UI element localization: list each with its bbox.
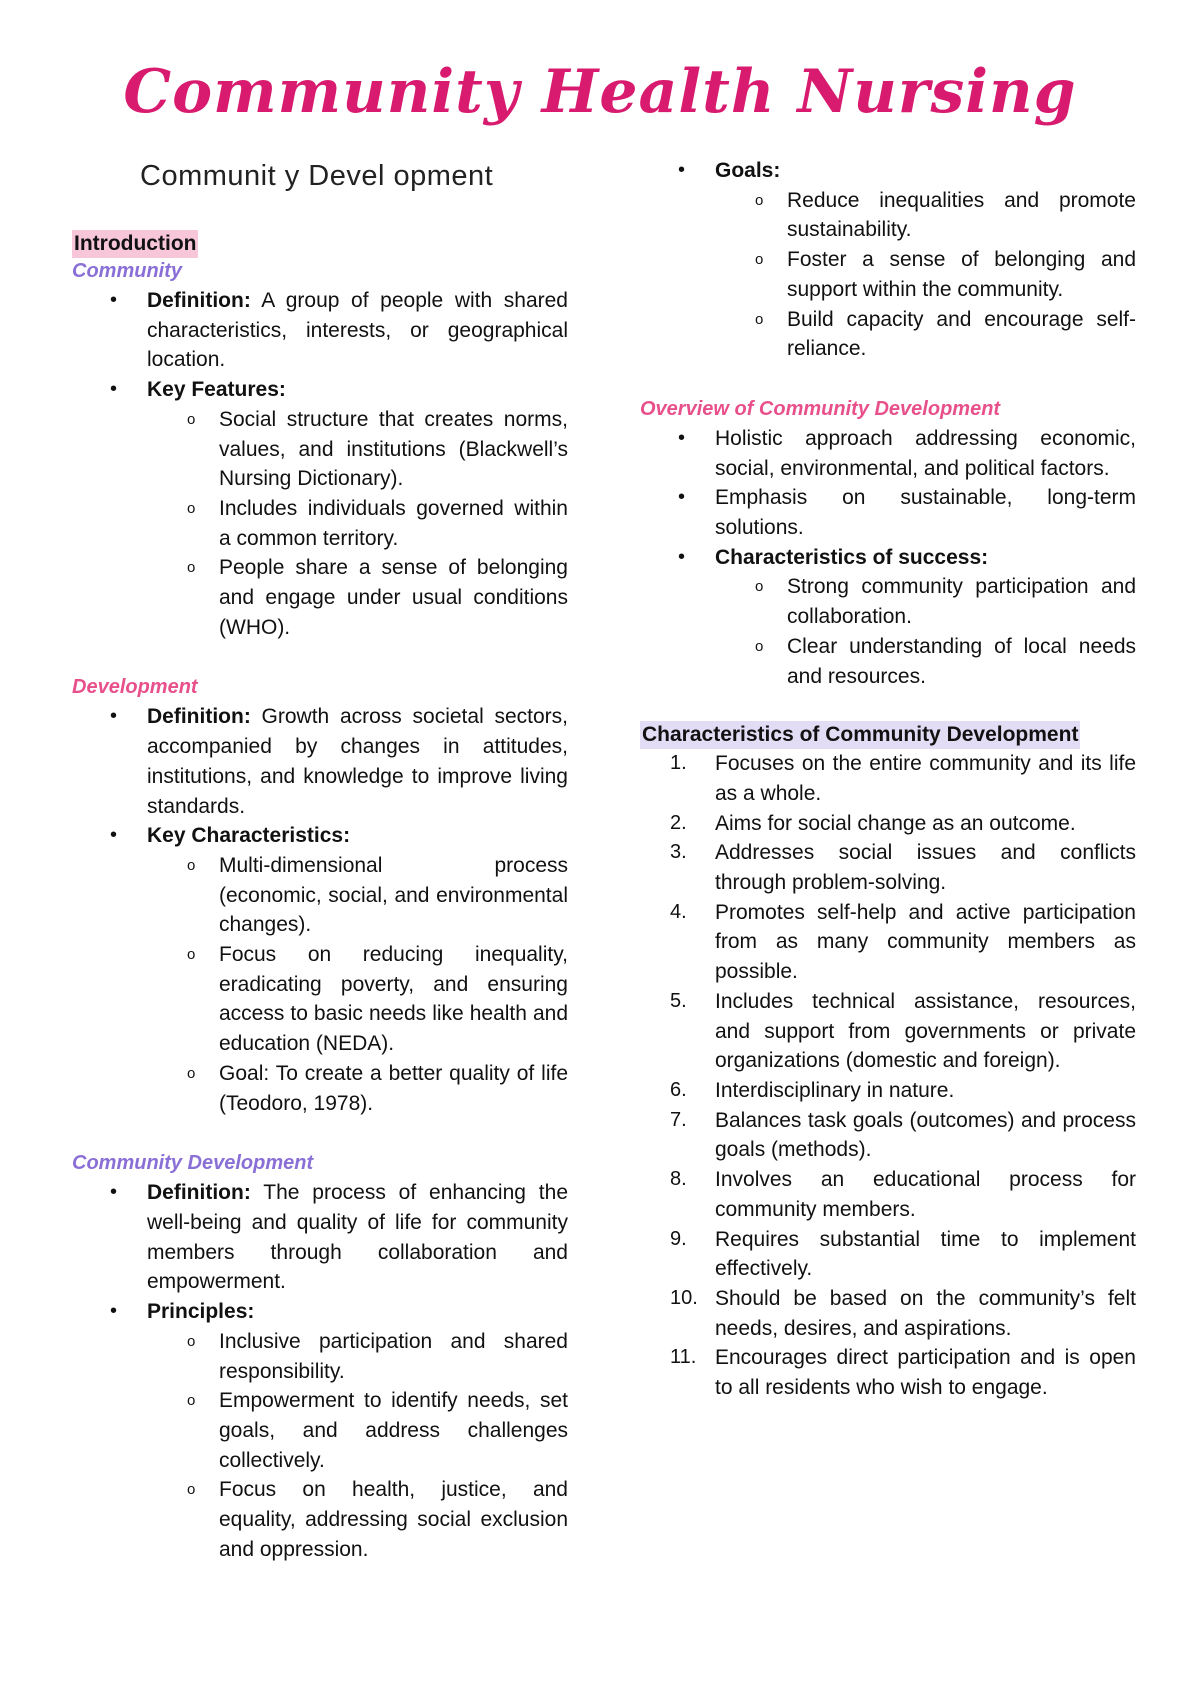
sub-item: o Strong community participation and collaboration. [715,572,1136,631]
sub-item: o Build capacity and encourage self-reliance. [715,305,1136,364]
development-list [72,702,568,1118]
list-item: • Definition: A group of people with shared characteristics, interests, or geographical location. [72,286,568,375]
numbered-item: 6. Interdisciplinary in nature. [670,1078,955,1102]
list-item: • Key Characteristics: o Multi-dimensional process (economic, social, and environmental changes). o Focus on reducing inequality, eradicating poverty, and ensuring access to basic needs like health and education (NEDA). o Goal: To create a better quality of life (Teodoro, 1978). [72,821,568,1118]
overview-heading: Overview of Community Development [640,397,1001,420]
sub-item: o Focus on reducing inequality, eradicating poverty, and ensuring access to basic needs like health and education (NEDA). [147,940,568,1059]
numbered-item: 8. Involves an educational process for community members. [670,1168,1136,1221]
development-heading: Development [72,676,198,699]
characteristics-list [640,749,1136,1402]
numbered-item: 1. Focuses on the entire community and its life as a whole. [670,752,1136,805]
list-item: • Emphasis on sustainable, long-term solutions. [640,483,1136,542]
sub-item: o Clear understanding of local needs and resources. [715,632,1136,691]
numbered-item: 2. Aims for social change as an outcome. [670,811,1076,835]
sub-item: o Goal: To create a better quality of life (Teodoro, 1978). [147,1059,568,1118]
sub-item: o Includes individuals governed within a common territory. [147,494,568,553]
numbered-item: 5. Includes technical assistance, resources, and support from governments or private organizations (domestic and foreign). [670,989,1136,1073]
sub-item: o Focus on health, justice, and equality, addressing social exclusion and oppression. [147,1475,568,1564]
community-development-heading: Community Development [72,1152,314,1175]
goals-list [640,156,1136,364]
sub-item: o People share a sense of belonging and engage under usual conditions (WHO). [147,553,568,642]
characteristics-heading: Characteristics of Community Development [640,721,1080,749]
overview-list [640,424,1136,691]
sub-item: o Empowerment to identify needs, set goals, and address challenges collectively. [147,1386,568,1475]
page-subtitle: Communit y Devel opment [140,160,494,192]
right-column [640,156,1136,1403]
community-list [72,286,568,642]
sub-item: o Foster a sense of belonging and support within the community. [715,245,1136,304]
list-item: • Principles: o Inclusive participation and shared responsibility. o Empowerment to identify needs, set goals, and address challenges collectively. o Focus on health, justice, and equality, addressing social exclusion and oppression. [72,1297,568,1564]
introduction-heading: Introduction [72,230,198,258]
numbered-item: 9. Requires substantial time to implement effectively. [670,1227,1136,1281]
community-heading: Community [72,260,182,282]
numbered-item: 11. Encourages direct participation and is open to all residents who wish to engage. [670,1346,1136,1400]
list-item: • Key Features: o Social structure that creates norms, values, and institutions (Blackwell’s Nursing Dictionary). o Includes individuals governed within a common territory. o People share a sense of belonging and engage under usual conditions (WHO). [72,375,568,642]
sub-item: o Inclusive participation and shared responsibility. [147,1327,568,1386]
left-column [72,256,568,1564]
sub-item: o Multi-dimensional process (economic, social, and environmental changes). [147,851,568,940]
sub-item: o Social structure that creates norms, values, and institutions (Blackwell’s Nursing Dictionary). [147,405,568,494]
list-item: • Goals: o Reduce inequalities and promote sustainability. o Foster a sense of belonging and support within the community. o Build capacity and encourage self-reliance. [640,156,1136,364]
list-item: • Holistic approach addressing economic, social, environmental, and political factors. [640,424,1136,483]
community-development-list [72,1178,568,1564]
list-item: • Definition: The process of enhancing the well-being and quality of life for community members through collaboration and empowerment. [72,1178,568,1297]
page-title: Community Health Nursing [123,57,1077,127]
list-item: • Characteristics of success: o Strong community participation and collaboration. o Clear understanding of local needs and resources. [640,543,1136,692]
sub-item: o Reduce inequalities and promote sustainability. [715,186,1136,245]
numbered-item: 3. Addresses social issues and conflicts through problem-solving. [670,841,1136,895]
numbered-item: 10. Should be based on the community’s felt needs, desires, and aspirations. [670,1286,1136,1340]
list-item: • Definition: Growth across societal sectors, accompanied by changes in attitudes, institutions, and knowledge to improve living standards. [72,702,568,821]
numbered-item: 7. Balances task goals (outcomes) and process goals (methods). [670,1108,1136,1162]
numbered-item: 4. Promotes self-help and active participation from as many community members as possible. [670,900,1136,984]
